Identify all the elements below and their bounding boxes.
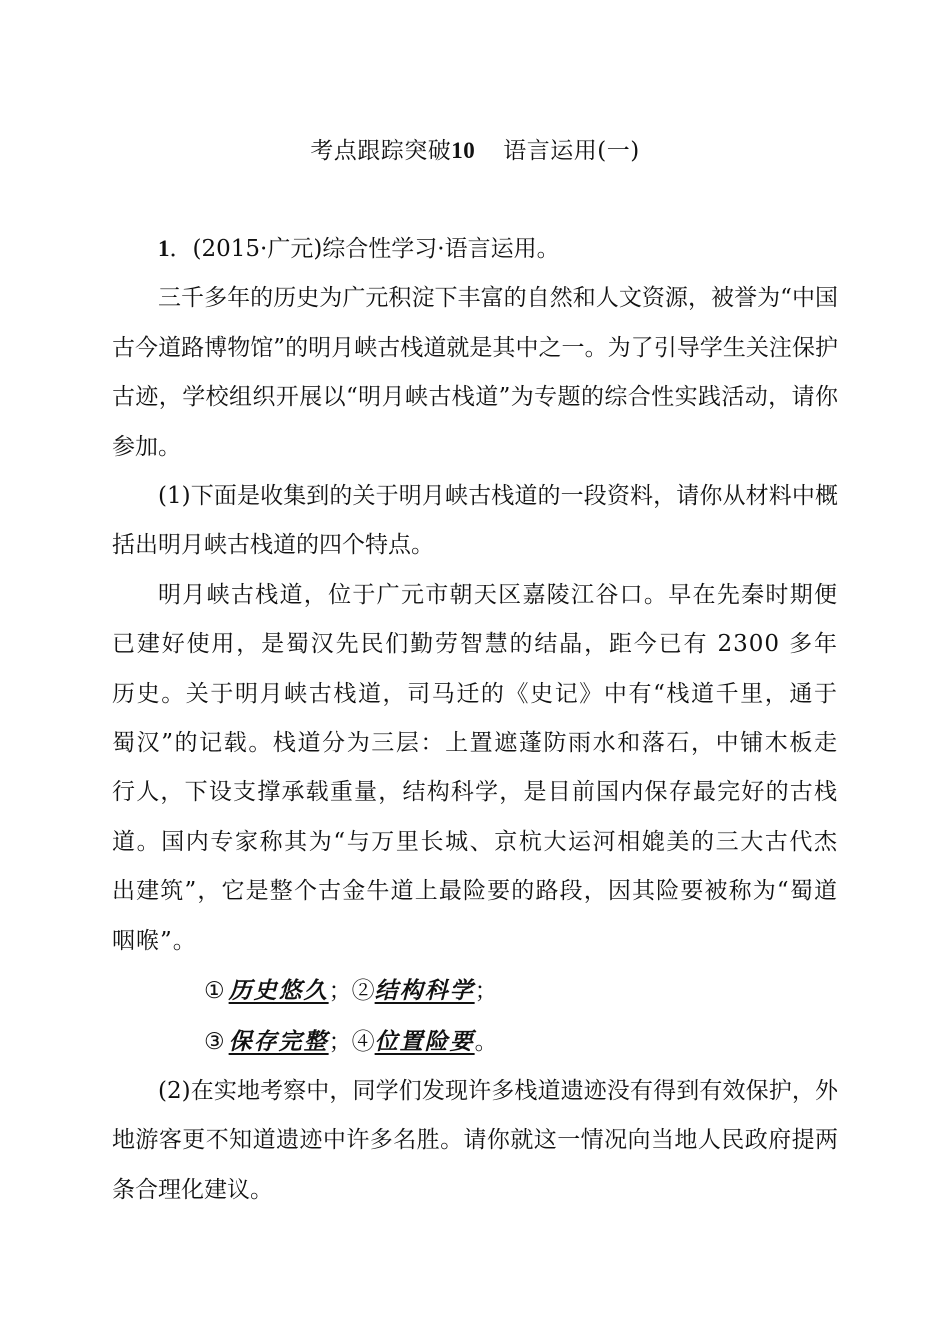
answer-marker-3: ③ [204,1028,225,1055]
question-intro: 三千多年的历史为广元积淀下丰富的自然和人文资源，被誉为“中国古今道路博物馆”的明月峡古栈道就是其中之一。为了引导学生关注保护古迹，学校组织开展以“明月峡古栈道”为专题的综合性实践活动，请你参加。 [112,285,838,460]
question-part-1: (1)下面是收集到的关于明月峡古栈道的一段资料，请你从材料中概括出明月峡古栈道的四个特点。 [112,483,838,559]
title-number: 10 [451,138,476,163]
title-prefix: 考点跟踪突破 [310,138,452,164]
answer-separator-1: ； [328,978,352,1005]
title-subject: 语言运用(一) [503,138,640,164]
page-title [112,136,838,166]
answer-marker-2: ② [351,978,375,1005]
question-source: ．(2015·广元)综合性学习·语言运用。 [169,236,560,262]
question-part-2: (2)在实地考察中，同学们发现许多栈道遗迹没有得到有效保护，外地游客更不知道遗迹中许多名胜。请你就这一情况向当地人民政府提两条合理化建议。 [112,1077,838,1203]
question-number: 1 [158,236,170,261]
answer-2: 结构科学 [374,977,475,1005]
answer-end-2: 。 [474,1028,498,1055]
answer-1: 历史悠久 [228,977,329,1005]
question-body [112,224,838,1215]
answer-separator-2: ； [328,1028,352,1055]
answer-4: 位置险要 [374,1027,475,1055]
reading-passage: 明月峡古栈道，位于广元市朝天区嘉陵江谷口。早在先秦时期便已建好使用，是蜀汉先民们勤劳智慧的结晶，距今已有 2300 多年历史。关于明月峡古栈道，司马迁的《史记》中有“栈道千里，通于蜀汉”的记载。栈道分为三层：上置遮蓬防雨水和落石，中铺木板走行人，下设支撑承载重量，结构科学，是目前国内保存最完好的古栈道。国内专家称其为“与万里长城、京杭大运河相媲美的三大古代杰出建筑”，它是整个古金牛道上最险要的路段，因其险要被称为“蜀道咽喉”。 [112,581,838,954]
answer-line-2 [112,1017,838,1067]
question-heading [112,224,838,274]
answer-end-1: ； [474,978,498,1005]
answer-line-1 [112,966,838,1016]
answer-marker-4: ④ [351,1028,375,1055]
answer-3: 保存完整 [228,1027,329,1055]
answer-marker-1: ① [204,978,225,1005]
